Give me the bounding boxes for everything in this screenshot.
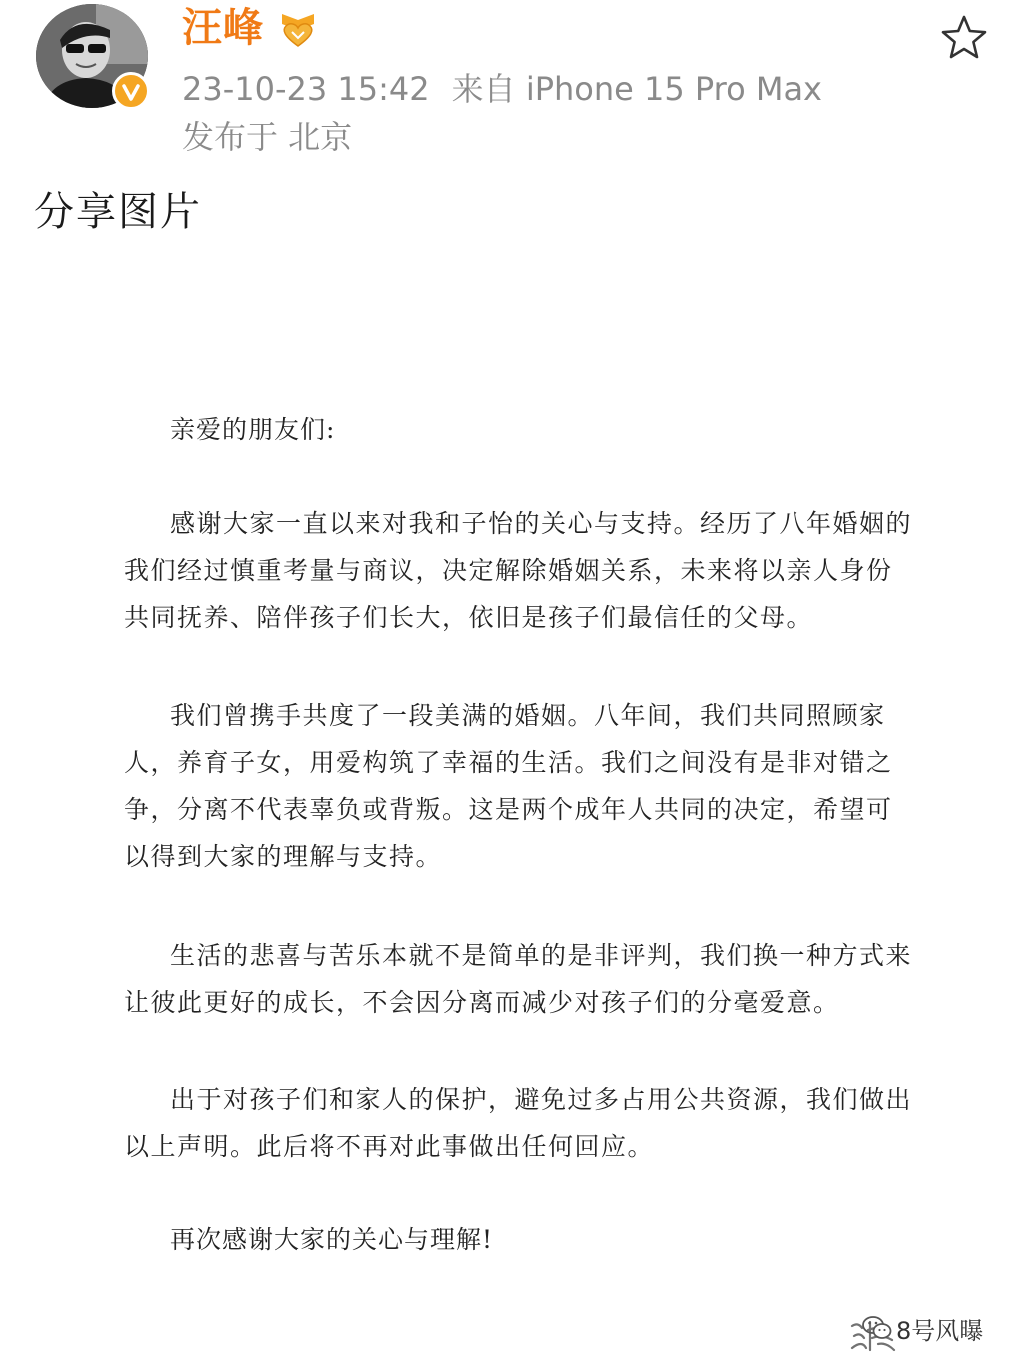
verified-badge-icon	[112, 72, 150, 110]
letter-paragraph-4: 出于对孩子们和家人的保护，避免过多占用公共资源，我们做出以上声明。此后将不再对此事做出任何回应。	[124, 1085, 913, 1161]
post-location: 发布于 北京	[182, 118, 353, 156]
post-source: 来自 iPhone 15 Pro Max	[451, 70, 822, 108]
wechat-icon	[862, 1315, 892, 1341]
letter-greeting: 亲爱的朋友们:	[170, 415, 336, 444]
post-header	[0, 0, 1024, 160]
vip-heart-badge-icon[interactable]	[276, 10, 320, 48]
letter-paragraph-3: 生活的悲喜与苦乐本就不是简单的是非评判，我们换一种方式来让彼此更好的成长，不会因分离而减少对孩子们的分毫爱意。	[124, 941, 913, 1017]
watermark	[862, 1308, 983, 1348]
username[interactable]: 汪峰	[182, 5, 264, 51]
post-timestamp: 23-10-23 15:42	[182, 70, 430, 108]
post-text: 分享图片	[34, 189, 202, 235]
shared-image-letter[interactable]	[0, 250, 1024, 1372]
letter-paragraph-1: 感谢大家一直以来对我和子怡的关心与支持。经历了八年婚姻的我们经过慎重考量与商议，决定解除婚姻关系，未来将以亲人身份共同抚养、陪伴孩子们长大，依旧是孩子们最信任的父母。	[124, 509, 913, 632]
letter-paragraph-2: 我们曾携手共度了一段美满的婚姻。八年间，我们共同照顾家人，养育子女，用爱构筑了幸福的生活。我们之间没有是非对错之争，分离不代表辜负或背叛。这是两个成年人共同的决定，希望可以得到大家的理解与支持。	[124, 701, 893, 871]
post-meta	[182, 68, 822, 110]
letter-closing: 再次感谢大家的关心与理解!	[170, 1225, 494, 1254]
star-outline-icon[interactable]	[938, 12, 990, 64]
watermark-text: 8号风曝	[896, 1316, 984, 1345]
